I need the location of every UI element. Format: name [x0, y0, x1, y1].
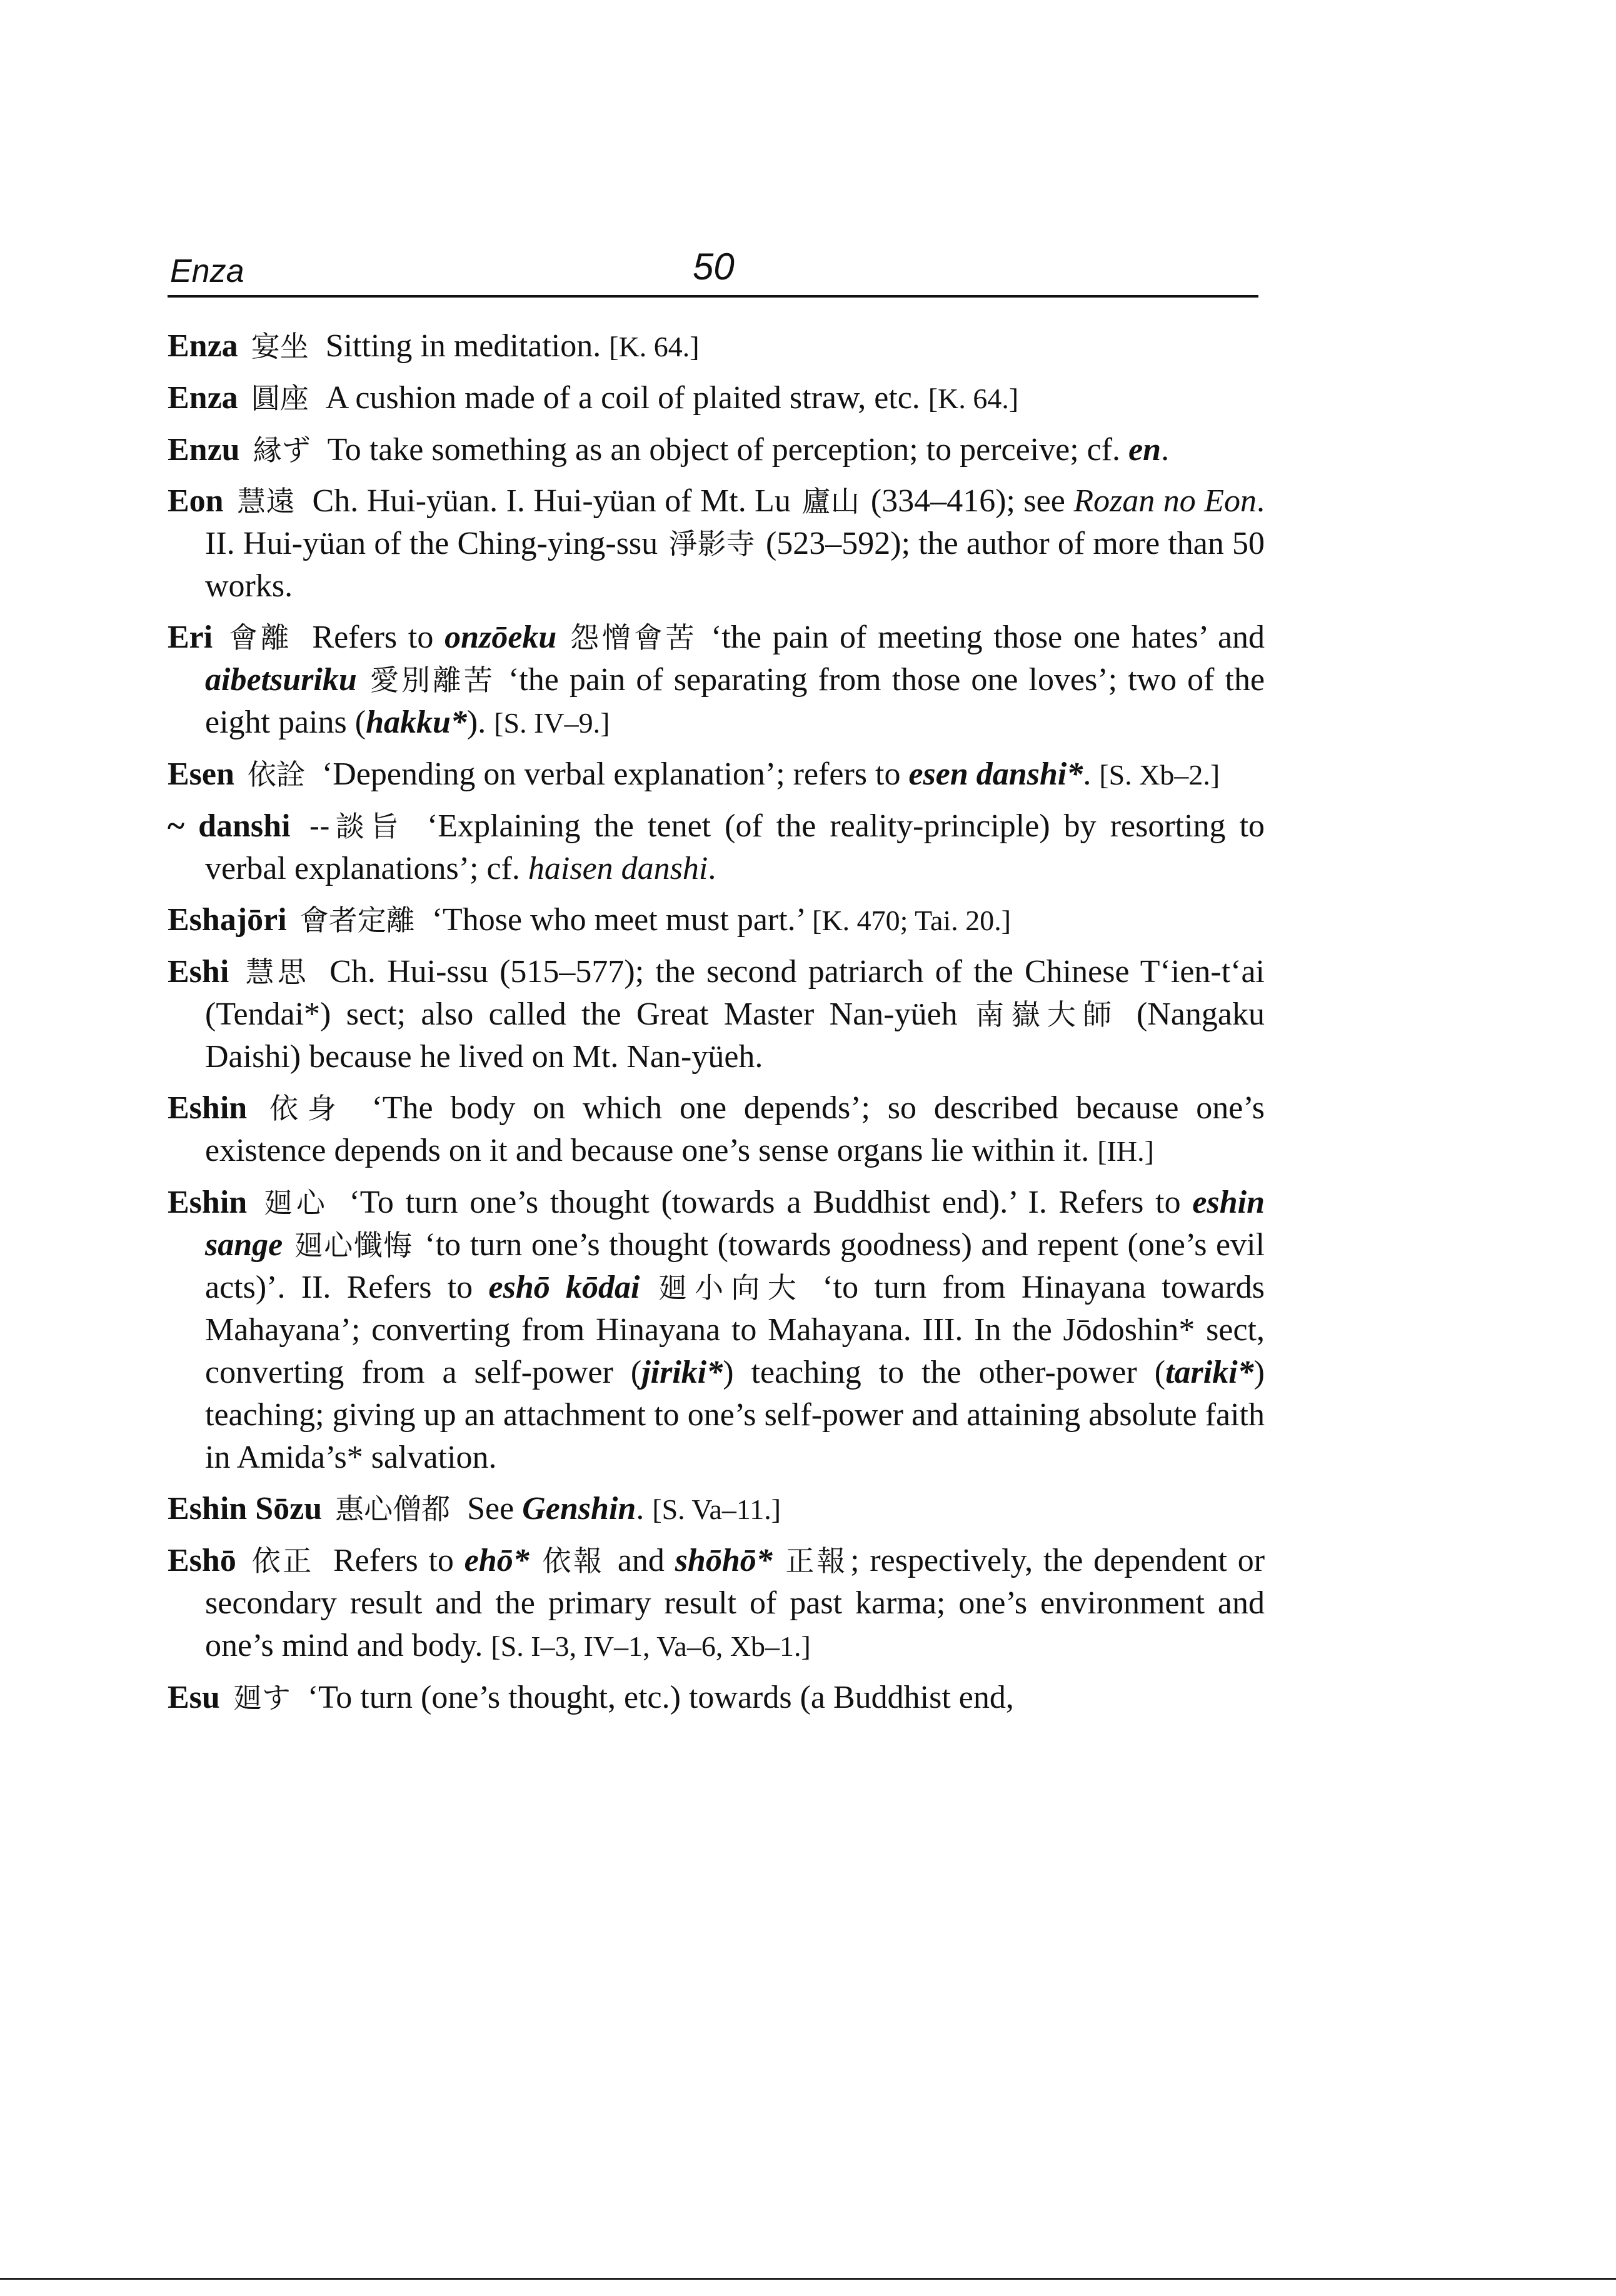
source-ref: [S. Va–11.]	[652, 1493, 781, 1525]
definition: ‘To turn one’s thought (towards a Buddhist end).’ I. Refers to	[349, 1185, 1181, 1220]
definition: ‘To turn (one’s thought, etc.) towards (a Buddhist end,	[307, 1680, 1014, 1715]
headword: Enzu	[168, 432, 240, 468]
source-ref: [S. IV–9.]	[494, 707, 610, 739]
cross-ref: tariki*	[1165, 1355, 1254, 1390]
term: eshō kōdai	[488, 1270, 640, 1305]
definition: ‘the pain of meeting those one hates’ and	[711, 619, 1265, 655]
headword: ~ danshi	[168, 808, 291, 844]
definition: See	[467, 1491, 514, 1526]
definition: ‘to turn from Hinayana towards Mahayana’; converting from Hinayana to Mahayana. III. In the Jōdoshin* sect, converting from a self-power (	[205, 1270, 1265, 1390]
source-ref: [IH.]	[1097, 1135, 1154, 1167]
cross-ref: Genshin	[522, 1491, 636, 1526]
definition: and	[617, 1543, 665, 1578]
inline-kanji: 淨影寺	[668, 527, 755, 561]
definition: (Nangaku Daishi) because he lived on Mt. Nan-yüeh.	[205, 996, 1265, 1075]
entry-eshin-2	[168, 1181, 1265, 1479]
source-ref: [K. 64.]	[609, 331, 700, 363]
footer-rule	[0, 2278, 1616, 2280]
term: onzōeku	[444, 619, 557, 655]
headword-kanji: 會者定離	[299, 903, 415, 937]
inline-kanji: 廻小向大	[658, 1271, 805, 1305]
headword-kanji: 廻す	[233, 1681, 291, 1715]
definition: Ch. Hui-ssu (515–577); the second patriarch of the Chinese T‘ien-t‘ai (Tendai*) sect; also called the Great Master Nan-yüeh	[205, 954, 1265, 1032]
headword-kanji: 慧遠	[237, 484, 296, 518]
entry-eon	[168, 480, 1265, 608]
headword-kanji: --談旨	[309, 810, 404, 843]
definition: A cushion made of a coil of plaited straw, etc.	[325, 380, 920, 416]
entry-esen-danshi	[168, 805, 1265, 890]
term: aibetsuriku	[205, 662, 357, 698]
cross-ref: ehō*	[464, 1543, 529, 1578]
cross-ref: en	[1128, 432, 1162, 468]
cross-ref: jiriki*	[641, 1355, 723, 1390]
entry-eshajori	[168, 899, 1265, 942]
headword: Eshajōri	[168, 902, 287, 938]
inline-kanji: 怨憎會苦	[570, 621, 698, 654]
definition: ‘to turn one’s thought (towards goodness) and repent (one’s evil acts)’. II. Refers to	[205, 1227, 1265, 1305]
entry-esu	[168, 1677, 1265, 1719]
cross-ref: haisen danshi	[528, 851, 708, 886]
inline-kanji: 依報	[542, 1544, 605, 1578]
definition: Refers to	[333, 1543, 454, 1578]
entry-eri	[168, 616, 1265, 744]
headword: Esen	[168, 756, 234, 792]
headword: Eshi	[168, 954, 229, 990]
headword-kanji: 會離	[229, 621, 293, 654]
definition: (334–416); see	[870, 483, 1065, 519]
cross-ref: Rozan no Eon	[1073, 483, 1257, 519]
headword: Enza	[168, 328, 238, 364]
page-number: 50	[693, 246, 735, 288]
page-header	[168, 245, 1258, 298]
definition: ‘Depending on verbal explanation’; refers to	[321, 756, 901, 792]
definition: ; respectively, the dependent or secondary result and the primary result of past karma; one’s environment and one’s mind and body.	[205, 1543, 1265, 1663]
cross-ref: esen danshi*	[908, 756, 1083, 792]
entry-esho	[168, 1540, 1265, 1668]
cross-ref: shōhō*	[675, 1543, 773, 1578]
headword: Eshin	[168, 1090, 248, 1126]
definition: .	[1083, 756, 1092, 792]
definition: ‘Those who meet must part.’	[431, 902, 805, 938]
headword: Eshin Sōzu	[168, 1491, 323, 1526]
entry-enza-1	[168, 325, 1265, 368]
definition: Sitting in meditation.	[325, 328, 601, 364]
headword-kanji: 慧思	[245, 955, 309, 989]
headword: Eshō	[168, 1543, 236, 1578]
definition: .	[636, 1491, 645, 1526]
entry-list	[168, 325, 1265, 1728]
definition: ) teaching; giving up an attachment to one’s self-power and attaining absolute faith in Amida’s* salvation.	[205, 1355, 1265, 1475]
definition: To take something as an object of perception; to perceive; cf.	[327, 432, 1121, 468]
source-ref: [S. I–3, IV–1, Va–6, Xb–1.]	[491, 1630, 811, 1662]
headword-kanji: 宴坐	[251, 329, 309, 363]
definition: ‘The body on which one depends’; so described because one’s existence depends on it and because one’s sense organs lie within it.	[205, 1090, 1265, 1168]
headword-kanji: 惠心僧都	[335, 1492, 451, 1526]
entry-esen	[168, 753, 1265, 796]
entry-eshin-1	[168, 1087, 1265, 1173]
headword-kanji: 縁ず	[253, 433, 311, 467]
entry-enzu	[168, 429, 1265, 471]
definition: .	[708, 851, 716, 886]
headword-kanji: 依詮	[247, 758, 305, 791]
definition: Ch. Hui-yüan. I. Hui-yüan of Mt. Lu	[312, 483, 791, 519]
definition: ) teaching to the other-power (	[723, 1355, 1166, 1390]
definition-end: .	[1161, 432, 1170, 468]
definition: ‘Explaining the tenet (of the reality-principle) by resorting to verbal explanations’; cf.	[205, 808, 1265, 886]
headword-kanji: 圓座	[251, 381, 309, 415]
definition: (523–592); the author of more than 50 works.	[205, 526, 1265, 604]
inline-kanji: 廻心懺悔	[294, 1228, 413, 1262]
headword-kanji: 依正	[251, 1544, 314, 1578]
headword: Enza	[168, 380, 238, 416]
headword: Eon	[168, 483, 224, 519]
source-ref: [S. Xb–2.]	[1099, 759, 1220, 791]
source-ref: [K. 470; Tai. 20.]	[812, 905, 1011, 936]
running-head: Enza	[170, 253, 244, 289]
headword: Eri	[168, 619, 213, 655]
headword: Esu	[168, 1680, 220, 1715]
definition: ‘the pain of separating from those one loves’; two of the eight pains (	[205, 662, 1265, 740]
inline-kanji: 愛別離苦	[369, 663, 495, 697]
entry-eshin-sozu	[168, 1488, 1265, 1531]
definition: . II. Hui-yüan of the Ching-ying-ssu	[205, 483, 1265, 561]
definition: Refers to	[312, 619, 434, 655]
headword-kanji: 依身	[269, 1091, 346, 1125]
headword: Eshin	[168, 1185, 248, 1220]
entry-enza-2	[168, 377, 1265, 420]
source-ref: [K. 64.]	[928, 383, 1019, 414]
headword-kanji: 廻心	[264, 1186, 329, 1220]
entry-eshi	[168, 951, 1265, 1078]
inline-kanji: 南嶽大師	[975, 998, 1119, 1031]
inline-kanji: 廬山	[801, 484, 860, 518]
term: eshin sange	[205, 1185, 1265, 1263]
definition: ).	[466, 704, 486, 740]
inline-kanji: 正報	[785, 1544, 848, 1578]
cross-ref: hakku*	[366, 704, 467, 740]
